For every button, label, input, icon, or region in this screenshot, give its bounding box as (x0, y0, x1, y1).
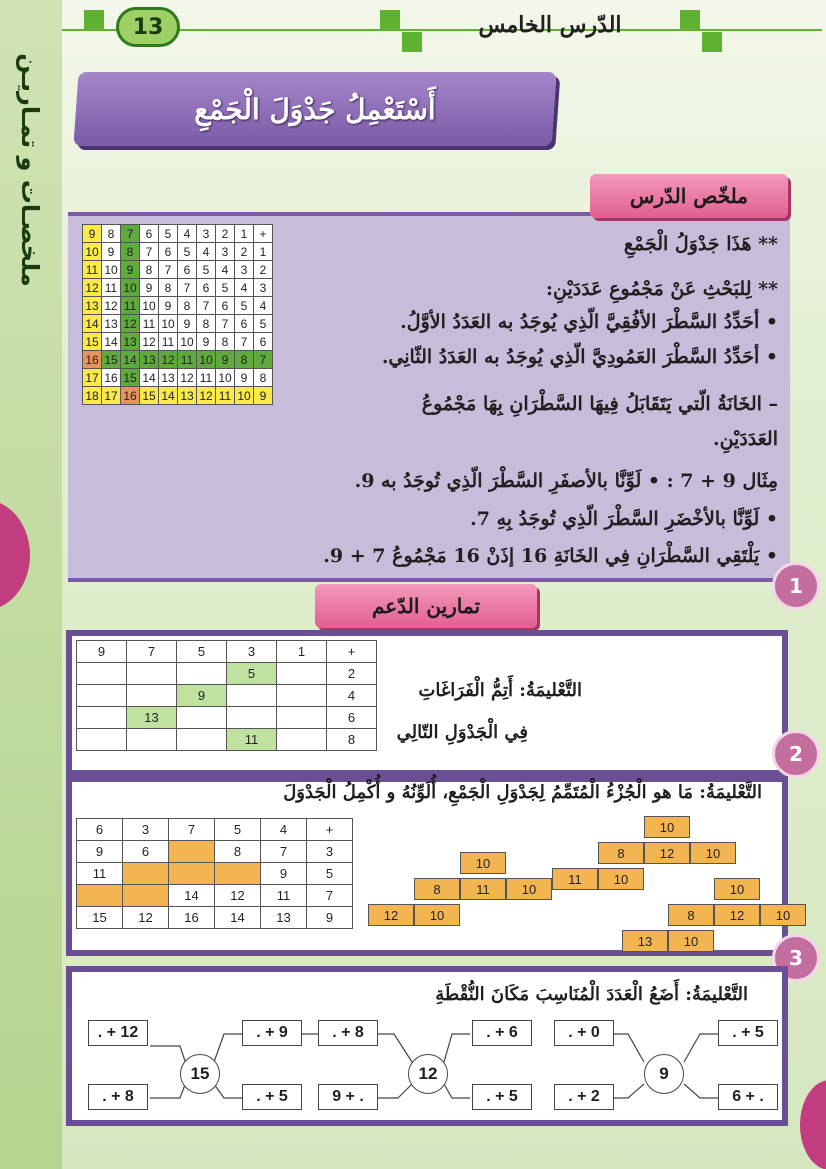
table-cell: 14 (140, 369, 159, 387)
table-cell: 15 (77, 907, 123, 929)
table-cell: 5 (178, 243, 197, 261)
table-cell: 13 (261, 907, 307, 929)
table-cell: 10 (159, 315, 178, 333)
table-cell: 10 (102, 261, 121, 279)
table-cell: 8 (197, 315, 216, 333)
summary-line: ** لِلبَحْثِ عَنْ مَجْمُوعِ عَدَدَيْنِ: (546, 278, 778, 300)
table-cell: 12 (178, 369, 197, 387)
table-cell: + (327, 641, 377, 663)
table-cell: 2 (216, 225, 235, 243)
table-cell: 16 (102, 369, 121, 387)
table-cell: 5 (307, 863, 353, 885)
table-cell: 10 (216, 369, 235, 387)
table-cell: 10 (83, 243, 102, 261)
table-cell: 10 (197, 351, 216, 369)
table-cell: 3 (197, 225, 216, 243)
exercise-2-instruction: التَّعْليمَةُ: مَا هو الْجُزْءُ الْمُتَمِّمُ لِجَدْوَلِ الْجَمْعِ، أُلَوِّنُهُ و أُكْمِلُ الْجَدْوَلَ (283, 782, 762, 803)
table-cell: + (254, 225, 273, 243)
piece-cell: 12 (368, 904, 414, 926)
table-cell: 11 (121, 297, 140, 315)
table-cell: 11 (140, 315, 159, 333)
table-cell: 16 (83, 351, 102, 369)
table-cell: 9 (307, 907, 353, 929)
table-cell: 6 (123, 841, 169, 863)
page-title: أَسْتَعْمِلُ جَدْوَلَ الْجَمْعِ (194, 92, 436, 126)
table-cell: 6 (140, 225, 159, 243)
piece-cell: 8 (598, 842, 644, 864)
table-cell: 13 (178, 387, 197, 405)
table-cell: 9 (216, 351, 235, 369)
table-cell: 6 (235, 315, 254, 333)
answer-box[interactable]: . + 9 (242, 1020, 302, 1046)
exercise-number: 3 (772, 934, 820, 982)
piece-cell: 12 (644, 842, 690, 864)
table-cell: 12 (102, 297, 121, 315)
target-number: 15 (180, 1054, 220, 1094)
table-cell: 5 (254, 315, 273, 333)
table-cell: 8 (215, 841, 261, 863)
table-cell: 9 (261, 863, 307, 885)
table-cell: 10 (140, 297, 159, 315)
table-cell: 6 (197, 279, 216, 297)
table-cell: 9 (121, 261, 140, 279)
target-number: 12 (408, 1054, 448, 1094)
table-cell: 16 (121, 387, 140, 405)
table-cell: 7 (307, 885, 353, 907)
piece-cell: 10 (644, 816, 690, 838)
piece-cell: 8 (668, 904, 714, 926)
exercise-1-instruction: التَّعْليمَةُ: أَتِمُّ الْفَرَاغَاتِ (418, 680, 582, 701)
table-cell: 9 (77, 841, 123, 863)
answer-box[interactable]: . + 6 (472, 1020, 532, 1046)
table-cell: 12 (83, 279, 102, 297)
support-tab: تمارين الدّعم (315, 584, 537, 628)
table-cell: 8 (216, 333, 235, 351)
piece-cell: 10 (414, 904, 460, 926)
table-cell: + (307, 819, 353, 841)
table-cell: 11 (197, 369, 216, 387)
table-cell: 10 (178, 333, 197, 351)
table-cell: 12 (140, 333, 159, 351)
summary-line: العَدَدَيْنِ. (712, 428, 778, 450)
table-cell: 14 (83, 315, 102, 333)
piece-cell: 10 (598, 868, 644, 890)
table-cell: 8 (178, 297, 197, 315)
table-cell: 5 (235, 297, 254, 315)
table-cell: 4 (197, 243, 216, 261)
table-cell: 5 (197, 261, 216, 279)
table-cell: 9 (140, 279, 159, 297)
answer-box[interactable]: 9 + . (318, 1084, 378, 1110)
exercise-number: 2 (772, 730, 820, 778)
table-cell: 11 (227, 729, 277, 751)
table-cell: 4 (235, 279, 254, 297)
table-cell: 14 (215, 907, 261, 929)
table-cell: 3 (254, 279, 273, 297)
table-cell: 12 (197, 387, 216, 405)
summary-line: • أحَدِّدُ السَّطْرَ العَمُودِيَّ الّذِي يُوجَدُ به العَدَدُ الثّانِي. (381, 346, 778, 368)
table-cell: 8 (140, 261, 159, 279)
table-cell: 17 (83, 369, 102, 387)
summary-line: ** هَذَا جَدْوَلُ الْجَمْعِ (623, 233, 778, 255)
table-cell: 3 (235, 261, 254, 279)
table-cell: 6 (77, 819, 123, 841)
table-cell: 11 (77, 863, 123, 885)
piece-cell: 10 (506, 878, 552, 900)
table-cell: 5 (177, 641, 227, 663)
table-cell: 7 (261, 841, 307, 863)
table-cell: 11 (261, 885, 307, 907)
table-cell: 5 (159, 225, 178, 243)
table-cell: 1 (277, 641, 327, 663)
table-cell: 12 (121, 315, 140, 333)
table-cell: 7 (127, 641, 177, 663)
summary-line: • أحَدِّدُ السَّطْرَ الأفُقِيَّ الّذِي يُوجَدُ به العَدَدُ الأوَّلُ. (400, 311, 778, 333)
table-cell: 1 (254, 243, 273, 261)
table-cell: 7 (197, 297, 216, 315)
table-cell: 15 (102, 351, 121, 369)
table-cell: 9 (178, 315, 197, 333)
piece-cell: 12 (714, 904, 760, 926)
summary-line: – الخَانَةُ الّتي يَتَقَابَلُ فِيهَا السَّطْرَانِ بِهَا مَجْمُوعُ (421, 393, 778, 415)
table-cell: 13 (140, 351, 159, 369)
table-cell: 17 (102, 387, 121, 405)
answer-box[interactable]: 6 + . (718, 1084, 778, 1110)
table-cell: 16 (169, 907, 215, 929)
target-number: 9 (644, 1054, 684, 1094)
lesson-label: الدّرس الخامس (478, 12, 622, 38)
exercise-1-instruction: فِي الْجَدْوَلِ التّالِي (396, 722, 528, 743)
table-cell: 6 (327, 707, 377, 729)
table-cell: 12 (159, 351, 178, 369)
answer-box[interactable]: . + 5 (242, 1084, 302, 1110)
table-cell: 8 (102, 225, 121, 243)
table-cell: 11 (102, 279, 121, 297)
answer-box[interactable]: . + 12 (88, 1020, 148, 1046)
summary-line: مِثَال 9 + 7 : • لَوِّنَّا بالأصفَرِ السَّطْرَ الّذِي تُوجَدُ به 9. (354, 470, 778, 492)
answer-box[interactable]: . + 5 (718, 1020, 778, 1046)
piece-cell: 10 (690, 842, 736, 864)
table-cell: 9 (83, 225, 102, 243)
piece-cell: 10 (668, 930, 714, 952)
page-number: 13 (116, 7, 180, 47)
table-cell: 6 (178, 261, 197, 279)
table-cell: 6 (254, 333, 273, 351)
table-cell: 9 (254, 387, 273, 405)
table-cell: 9 (177, 685, 227, 707)
table-cell: 9 (235, 369, 254, 387)
table-cell: 8 (121, 243, 140, 261)
summary-line: • يَلْتَقِي السَّطْرَانِ فِي الخَانَةِ 16 إذَنْ 16 مَجْمُوعُ 7 + 9. (323, 545, 778, 567)
table-cell: 9 (102, 243, 121, 261)
table-cell: 14 (121, 351, 140, 369)
table-cell: 10 (121, 279, 140, 297)
table-cell: 9 (197, 333, 216, 351)
table-cell: 2 (235, 243, 254, 261)
table-cell: 2 (327, 663, 377, 685)
piece-cell: 10 (714, 878, 760, 900)
exercise-number: 1 (772, 562, 820, 610)
answer-box[interactable]: . + 8 (88, 1084, 148, 1110)
table-cell: 14 (159, 387, 178, 405)
table-cell: 10 (235, 387, 254, 405)
table-cell: 3 (307, 841, 353, 863)
table-cell: 11 (178, 351, 197, 369)
table-cell: 7 (216, 315, 235, 333)
piece-cell: 10 (460, 852, 506, 874)
piece-cell: 8 (414, 878, 460, 900)
piece-cell: 11 (552, 868, 598, 890)
answer-box[interactable]: . + 5 (472, 1084, 532, 1110)
table-cell: 2 (254, 261, 273, 279)
table-cell: 4 (327, 685, 377, 707)
table-cell: 13 (121, 333, 140, 351)
table-cell: 7 (159, 261, 178, 279)
table-cell: 8 (254, 369, 273, 387)
table-cell: 13 (159, 369, 178, 387)
table-cell: 12 (215, 885, 261, 907)
table-cell: 3 (227, 641, 277, 663)
table-cell: 4 (178, 225, 197, 243)
answer-box[interactable]: . + 2 (554, 1084, 614, 1110)
table-cell: 4 (254, 297, 273, 315)
table-cell: 5 (227, 663, 277, 685)
table-cell: 4 (261, 819, 307, 841)
table-cell: 11 (83, 261, 102, 279)
table-cell: 14 (102, 333, 121, 351)
table-cell: 3 (123, 819, 169, 841)
piece-cell: 13 (622, 930, 668, 952)
table-cell: 5 (215, 819, 261, 841)
table-cell: 14 (169, 885, 215, 907)
summary-tab: ملخّص الدّرس (590, 174, 788, 218)
table-cell: 4 (216, 261, 235, 279)
piece-cell: 10 (760, 904, 806, 926)
table-cell: 7 (121, 225, 140, 243)
table-cell: 11 (216, 387, 235, 405)
table-cell: 15 (83, 333, 102, 351)
answer-box[interactable]: . + 8 (318, 1020, 378, 1046)
exercise-3-instruction: التَّعْليمَةُ: أَضَعُ الْعَدَدَ الْمُنَاسِبَ مَكَانَ النُّقْطَةِ (435, 984, 748, 1005)
table-cell: 13 (102, 315, 121, 333)
summary-line: • لَوِّنَّا بالأخْضَرِ السَّطْرَ الّذِي تُوجَدُ بِهِ 7. (470, 508, 778, 530)
table-cell: 18 (83, 387, 102, 405)
side-title: ملخصـات و تمـاريـن (16, 53, 45, 287)
table-cell: 15 (140, 387, 159, 405)
table-cell: 8 (327, 729, 377, 751)
table-cell: 6 (159, 243, 178, 261)
table-cell: 12 (123, 907, 169, 929)
table-cell: 3 (216, 243, 235, 261)
table-cell: 5 (216, 279, 235, 297)
table-cell: 11 (159, 333, 178, 351)
piece-cell: 11 (460, 878, 506, 900)
table-cell: 9 (77, 641, 127, 663)
table-cell: 7 (235, 333, 254, 351)
table-cell: 7 (169, 819, 215, 841)
table-cell: 13 (127, 707, 177, 729)
table-cell: 6 (216, 297, 235, 315)
answer-box[interactable]: . + 0 (554, 1020, 614, 1046)
table-cell: 8 (235, 351, 254, 369)
table-cell: 7 (140, 243, 159, 261)
table-cell: 13 (83, 297, 102, 315)
table-cell: 15 (121, 369, 140, 387)
table-cell: 7 (178, 279, 197, 297)
table-cell: 9 (159, 297, 178, 315)
table-cell: 1 (235, 225, 254, 243)
table-cell: 7 (254, 351, 273, 369)
table-cell: 8 (159, 279, 178, 297)
